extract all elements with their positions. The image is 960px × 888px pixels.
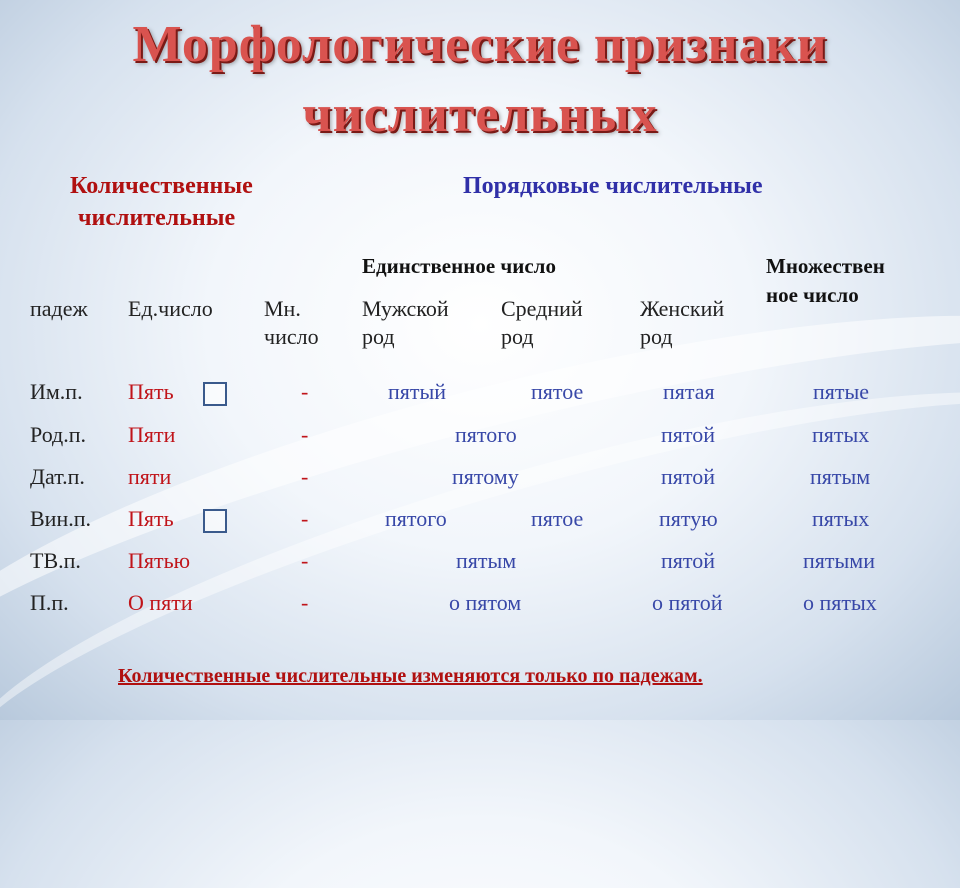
footnote: Количественные числительные изменяются только по падежам. xyxy=(118,665,703,687)
neuter-cell: пятое xyxy=(531,379,584,404)
cardinal-header-line1: Количественные xyxy=(70,173,253,199)
cardinal-singular-cell: Пяти xyxy=(128,422,176,447)
feminine-cell: пятой xyxy=(661,464,715,489)
plural-cell: пятых xyxy=(812,506,870,531)
column-header-case: падеж xyxy=(30,296,88,321)
masculine-neuter-cell: пятому xyxy=(452,464,519,489)
table-row-case: ТВ.п. xyxy=(30,548,81,573)
plural-cell: пятые xyxy=(813,379,870,404)
plural-cell: о пятых xyxy=(803,590,877,615)
feminine-cell: о пятой xyxy=(652,590,723,615)
singular-header: Единственное число xyxy=(362,254,556,278)
cardinal-singular-cell: Пять xyxy=(128,379,174,404)
column-header-plural-line1: Мн. xyxy=(264,296,301,321)
table-row-case: Вин.п. xyxy=(30,506,91,531)
table-row-case: Им.п. xyxy=(30,379,83,404)
feminine-cell: пятой xyxy=(661,548,715,573)
plural-header-line1: Множествен xyxy=(766,254,885,278)
checkbox-icon xyxy=(203,509,227,533)
cardinal-plural-cell: - xyxy=(301,548,309,573)
column-header-plural-line2: число xyxy=(264,324,319,349)
feminine-cell: пятую xyxy=(659,506,718,531)
cardinal-singular-cell: Пять xyxy=(128,506,174,531)
cardinal-plural-cell: - xyxy=(301,590,309,615)
plural-cell: пятыми xyxy=(803,548,875,573)
ordinal-header: Порядковые числительные xyxy=(463,173,763,199)
cardinal-header xyxy=(70,170,330,234)
column-header-neuter-line2: род xyxy=(501,324,534,349)
column-header-neuter-line1: Средний xyxy=(501,296,583,321)
cardinal-header-line2: числительные xyxy=(78,205,236,231)
neuter-cell: пятое xyxy=(531,506,584,531)
page-title-line1: Морфологические признаки xyxy=(132,16,828,73)
feminine-cell: пятой xyxy=(661,422,715,447)
masculine-cell: пятого xyxy=(385,506,447,531)
cardinal-plural-cell: - xyxy=(301,422,309,447)
plural-cell: пятых xyxy=(812,422,870,447)
cardinal-plural-cell: - xyxy=(301,379,309,404)
masculine-neuter-cell: пятого xyxy=(455,422,517,447)
cardinal-singular-cell: Пятью xyxy=(128,548,191,573)
cardinal-singular-cell: пяти xyxy=(128,464,172,489)
masculine-neuter-cell: пятым xyxy=(456,548,517,573)
column-header-singular: Ед.число xyxy=(128,296,213,321)
table-row-case: П.п. xyxy=(30,590,69,615)
table-row-case: Род.п. xyxy=(30,422,87,447)
plural-header-line2: ное число xyxy=(766,283,859,307)
page-title-line2: числительных xyxy=(302,86,658,143)
column-header-masculine-line2: род xyxy=(362,324,395,349)
plural-cell: пятым xyxy=(810,464,871,489)
cardinal-singular-cell: О пяти xyxy=(128,590,193,615)
cardinal-plural-cell: - xyxy=(301,464,309,489)
column-header-feminine-line2: род xyxy=(640,324,673,349)
column-header-masculine-line1: Мужской xyxy=(362,296,449,321)
masculine-cell: пятый xyxy=(388,379,447,404)
table-row-case: Дат.п. xyxy=(30,464,85,489)
column-header-feminine-line1: Женский xyxy=(640,296,725,321)
feminine-cell: пятая xyxy=(663,379,715,404)
cardinal-plural-cell: - xyxy=(301,506,309,531)
checkbox-icon xyxy=(203,382,227,406)
masculine-neuter-cell: о пятом xyxy=(449,590,522,615)
